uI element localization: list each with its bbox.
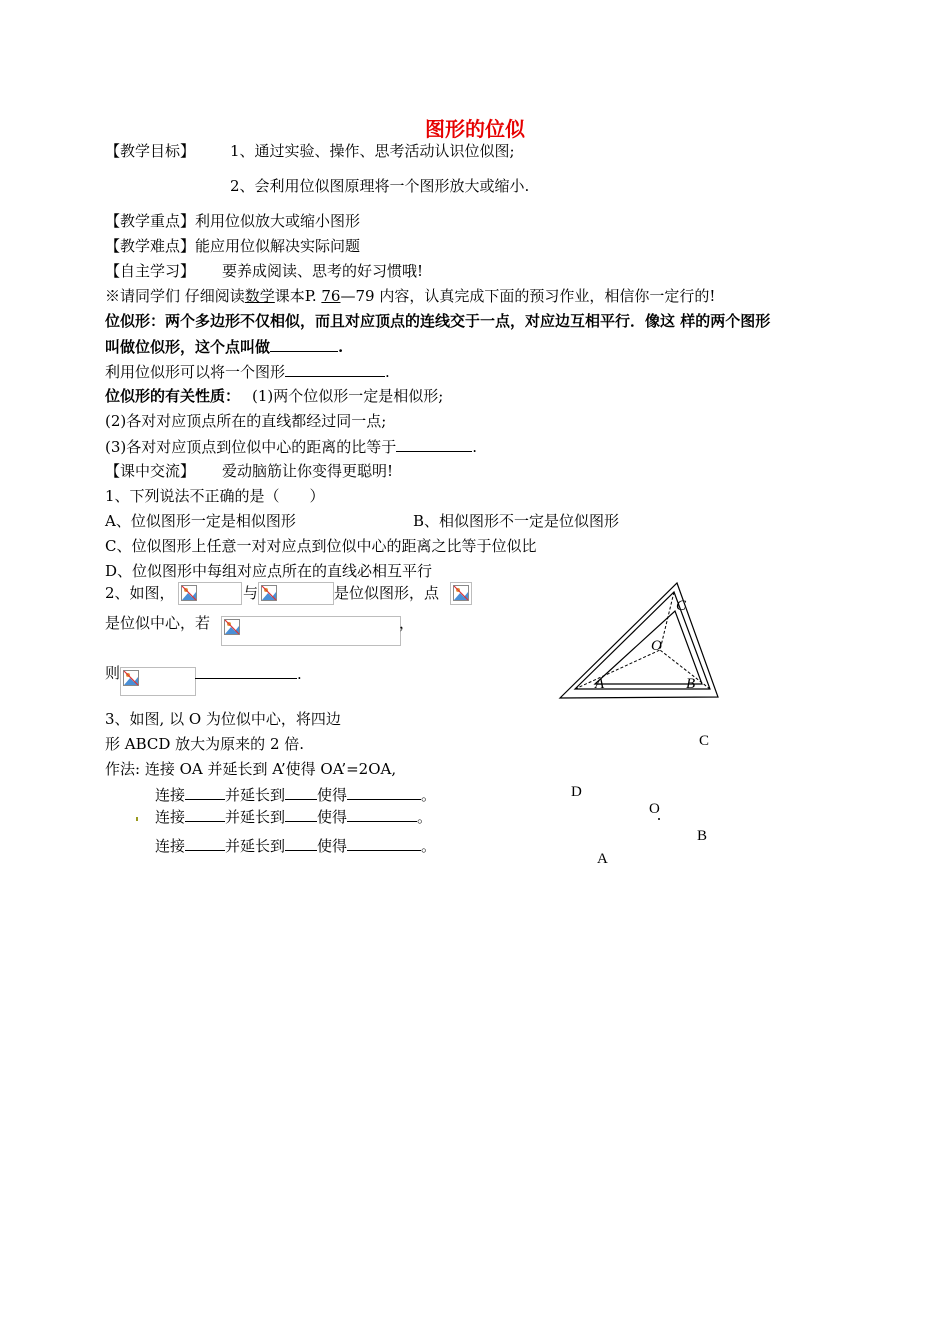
self-study-text: 要养成阅读、思考的好习惯哦! [222,262,424,280]
q2-mid: 是位似图形，点 [334,584,440,602]
page-title: 图形的位似 [425,117,525,141]
blank-step3-c[interactable] [347,836,421,851]
definition-line-1: 位似形：两个多边形不仅相似，而且对应顶点的连线交于一点，对应边互相平行．像这 样的两个图形 [105,312,771,330]
reading-rest: —79 内容，认真完成下面的预习作业，相信你一定行的! [340,287,716,305]
dashed-line-a [575,650,660,689]
fig1-label-o: O [651,638,662,654]
fig2-label-c: C [699,733,710,749]
fig2-label-a: A [597,851,608,867]
definition-line-2: 叫做位似形，这个点叫做 . [105,338,344,356]
objective-2: 2、会利用位似图原理将一个图形放大或缩小. [230,177,530,195]
blank-step1-c[interactable] [347,785,421,800]
dashed-line-c [660,592,674,650]
q2-then: 则 [105,664,121,682]
q1-option-a: A、位似图形一定是相似图形 [105,512,296,530]
blank-step2-c[interactable] [347,807,417,822]
fig1-label-a: A [595,676,605,692]
fig2-label-o: O [649,801,660,817]
blank-step1-a[interactable] [185,785,225,800]
broken-image-icon [453,585,469,601]
class-exchange-label: 【课中交流】 [105,462,196,480]
properties-line [105,387,443,405]
properties-head: 位似形的有关性质： [105,387,241,405]
figure-similar-triangles [555,578,725,703]
q2-line-2: 是位似中心，若 [105,614,211,632]
broken-image-icon [181,585,197,601]
broken-image-icon [123,670,139,686]
q1-option-b: B、相似图形不一定是位似图形 [413,512,620,530]
formula-image-3 [450,582,472,605]
formula-image-1 [178,582,242,605]
q3-step-3: 连接 并延长到 使得 。 [155,837,437,855]
reading-mid: 课本P. [274,287,322,305]
fig1-label-b: B [686,676,696,692]
q3-method: 作法: 连接 OA 并延长到 A’使得 OA’=2OA, [105,760,397,778]
q2-with: 与 [243,584,259,602]
formula-image-5 [120,667,196,696]
blank-center[interactable] [270,337,338,352]
reading-pre: ※请同学们 仔细阅读 [105,287,245,305]
q1-option-c: C、位似图形上任意一对对应点到位似中心的距离之比等于位似比 [105,537,537,555]
fig2-point-o [658,818,660,820]
key-point: 【教学重点】利用位似放大或缩小图形 [105,212,361,230]
q3-line-1: 3、如图, 以 O 为位似中心，将四边 [105,710,341,728]
objectives-label: 【教学目标】 [105,142,196,160]
q2-answer-line: . [195,664,302,683]
blank-step3-b[interactable] [285,836,317,851]
fig1-label-c: C [676,598,687,614]
q2-prefix: 2、如图， [105,584,175,602]
objective-1: 1、通过实验、操作、思考活动认识位似图; [230,142,515,160]
q1-option-d: D、位似图形中每组对应点所在的直线必相互平行 [105,562,433,580]
blank-q2[interactable] [195,664,297,679]
reading-book: 数学 [244,287,275,305]
broken-image-icon [261,585,277,601]
formula-image-2 [258,582,334,605]
formula-image-4 [221,616,401,646]
property-3: (3)各对对应顶点到位似中心的距离的比等于 . [105,438,478,456]
q3-line-2: 形 ABCD 放大为原来的 2 倍. [105,735,305,753]
difficulty: 【教学难点】能应用位似解决实际问题 [105,237,361,255]
blank-step3-a[interactable] [185,836,225,851]
broken-image-icon [224,619,240,635]
blank-use[interactable] [285,362,385,377]
reading-instruction [105,287,715,305]
self-study-label: 【自主学习】 [105,262,196,280]
property-1: (1)两个位似形一定是相似形; [252,387,444,405]
use-line: 利用位似形可以将一个图形 . [105,363,390,381]
reading-page: 76 [321,287,341,305]
property-2: (2)各对对应顶点所在的直线都经过同一点; [105,412,387,430]
blank-step1-b[interactable] [285,785,317,800]
q2-comma: ， [399,614,415,632]
blank-step2-b[interactable] [285,807,317,822]
fig2-label-d: D [571,784,582,800]
q1-stem: 1、下列说法不正确的是（ ） [105,487,325,505]
stray-mark [136,817,138,821]
blank-step2-a[interactable] [185,807,225,822]
q3-step-2: 连接 并延长到 使得 。 [155,808,433,826]
blank-ratio[interactable] [396,437,472,452]
q3-step-1: 连接 并延长到 使得 。 [155,786,437,804]
class-exchange-text: 爱动脑筋让你变得更聪明! [222,462,394,480]
definition-text: 叫做位似形，这个点叫做 [105,338,271,356]
fig2-label-b: B [697,828,708,844]
